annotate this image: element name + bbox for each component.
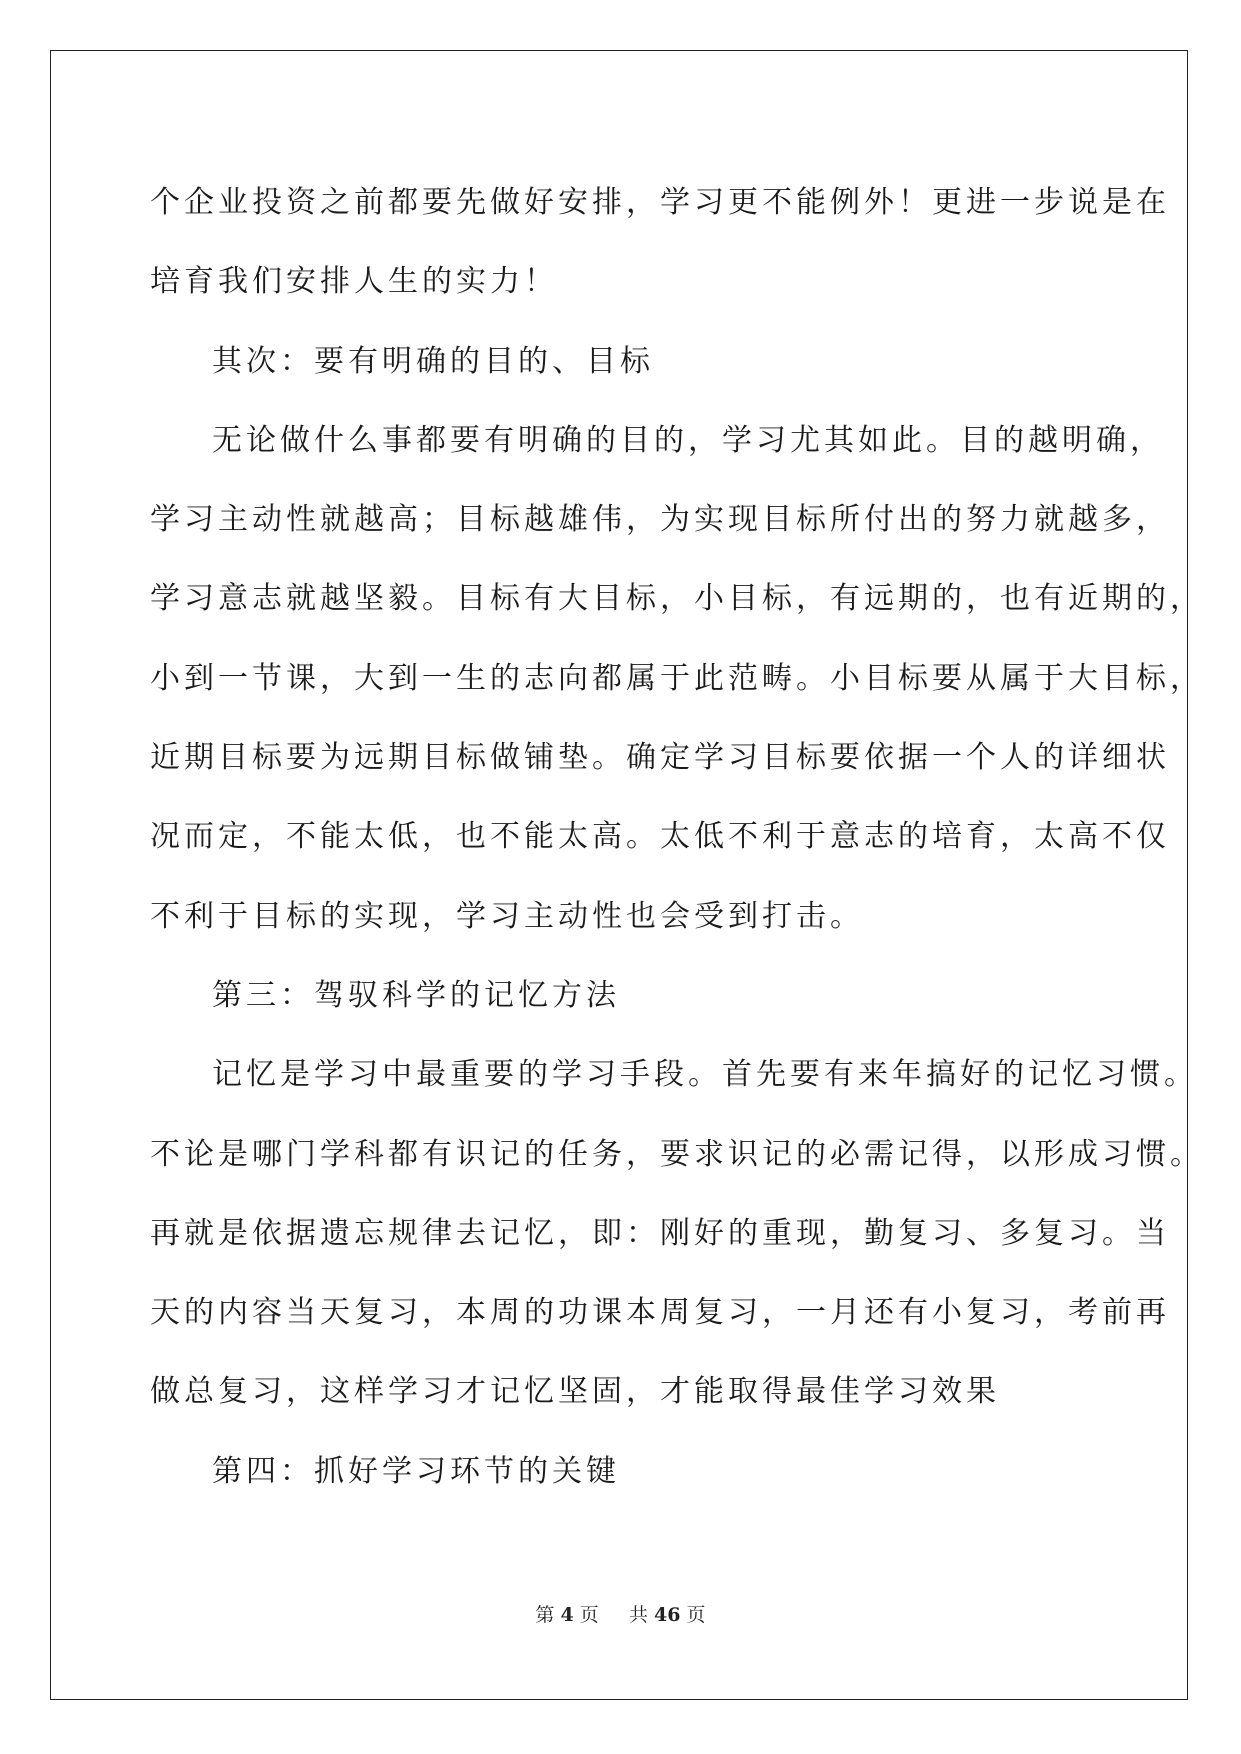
- text-line: 况而定，不能太低，也不能太高。太低不利于意志的培育，太高不仅: [150, 819, 1170, 855]
- section-heading: 第四：抓好学习环节的关键: [212, 1453, 620, 1489]
- total-pages: 46: [654, 1604, 681, 1626]
- page-footer: [0, 1600, 1241, 1627]
- section-heading: 第三：驾驭科学的记忆方法: [212, 977, 620, 1013]
- text-line: 记忆是学习中最重要的学习手段。首先要有来年搞好的记忆习惯。: [212, 1057, 1198, 1093]
- footer-prefix: 第: [535, 1604, 555, 1626]
- text-line: 做总复习，这样学习才记忆坚固，才能取得最佳学习效果: [150, 1374, 1000, 1410]
- text-line: 培育我们安排人生的实力！: [150, 264, 558, 300]
- section-heading: 其次：要有明确的目的、目标: [212, 343, 654, 379]
- text-line: 不利于目标的实现，学习主动性也会受到打击。: [150, 898, 864, 934]
- text-line: 不论是哪门学科都有识记的任务，要求识记的必需记得，以形成习惯。: [150, 1136, 1204, 1172]
- text-line: 天的内容当天复习，本周的功课本周复习，一月还有小复习，考前再: [150, 1295, 1170, 1331]
- text-line: 近期目标要为远期目标做铺垫。确定学习目标要依据一个人的详细状: [150, 740, 1170, 776]
- page-number: 4: [560, 1604, 574, 1626]
- document-body: [150, 163, 1204, 1511]
- text-line: 个企业投资之前都要先做好安排，学习更不能例外！更进一步说是在: [150, 185, 1170, 220]
- text-line: 小到一节课，大到一生的志向都属于此范畴。小目标要从属于大目标，: [150, 660, 1204, 696]
- text-line: 再就是依据遗忘规律去记忆，即：刚好的重现，勤复习、多复习。当: [150, 1215, 1170, 1251]
- text-line: 无论做什么事都要有明确的目的，学习尤其如此。目的越明确，: [212, 422, 1164, 458]
- footer-total-unit: 页: [686, 1604, 706, 1626]
- text-line: 学习意志就越坚毅。目标有大目标，小目标，有远期的，也有近期的，: [150, 581, 1204, 617]
- footer-total-prefix: 共: [628, 1604, 648, 1626]
- footer-page-unit: 页: [579, 1604, 599, 1626]
- text-line: 学习主动性就越高；目标越雄伟，为实现目标所付出的努力就越多，: [150, 502, 1170, 538]
